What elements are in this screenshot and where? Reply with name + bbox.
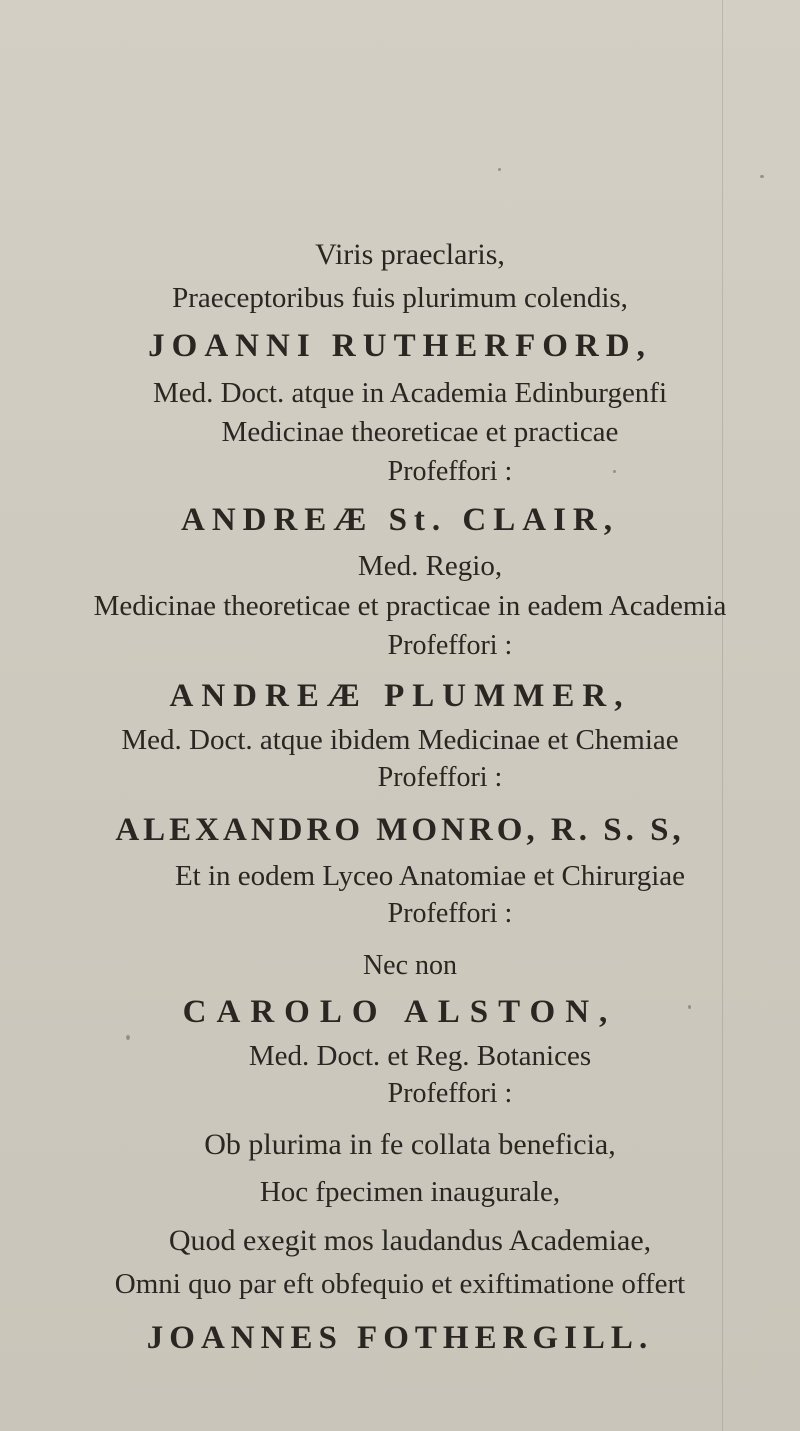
dedicatee-title: Profeffori : (387, 898, 513, 929)
page-crease (722, 0, 723, 1431)
dedication-line: Ob plurima in fe collata beneficia, (204, 1128, 616, 1161)
dedicatee-title: Medicinae theoreticae et practicae in eadem Academia (93, 590, 727, 622)
dedicatee-title: Profeffori : (387, 1078, 513, 1109)
dedication-opening: Viris praeclaris, (315, 238, 505, 271)
dedicatee-title: Med. Doct. atque ibidem Medicinae et Chemiae (121, 724, 679, 756)
dedicatee-name: ALEXANDRO MONRO, R. S. S, (115, 812, 685, 848)
dedicatee-title: Profeffori : (377, 762, 503, 793)
dedicatee-name: ANDREÆ PLUMMER, (169, 678, 631, 714)
dedication-line: Hoc fpecimen inaugurale, (259, 1176, 561, 1208)
dedicatee-title: Med. Doct. et Reg. Botanices (248, 1040, 592, 1072)
dedication-connector: Nec non (362, 950, 458, 981)
dedication-line: Quod exegit mos laudandus Academiae, (168, 1224, 652, 1257)
dedicatee-title: Medicinae theoreticae et practicae (221, 416, 619, 448)
dedication-line: Omni quo par eft obfequio et exiftimatione offert (114, 1268, 686, 1300)
dedicatee-title: Med. Doct. atque in Academia Edinburgenfi (152, 377, 668, 409)
dedicatee-name: JOANNI RUTHERFORD, (148, 328, 652, 364)
dedicator-name: JOANNES FOTHERGILL. (146, 1320, 654, 1356)
dedicatee-title: Profeffori : (387, 630, 513, 661)
dedicatee-name: ANDREÆ St. CLAIR, (180, 502, 620, 538)
dedicatee-title: Med. Regio, (357, 550, 503, 582)
dedicatee-title: Profeffori : (387, 456, 513, 487)
dedicatee-title: Et in eodem Lyceo Anatomiae et Chirurgiae (174, 860, 686, 892)
paper-speck (760, 175, 764, 178)
dedication-line: Praeceptoribus fuis plurimum colendis, (172, 282, 628, 314)
paper-speck (498, 168, 501, 171)
dedicatee-name: CAROLO ALSTON, (182, 994, 618, 1030)
